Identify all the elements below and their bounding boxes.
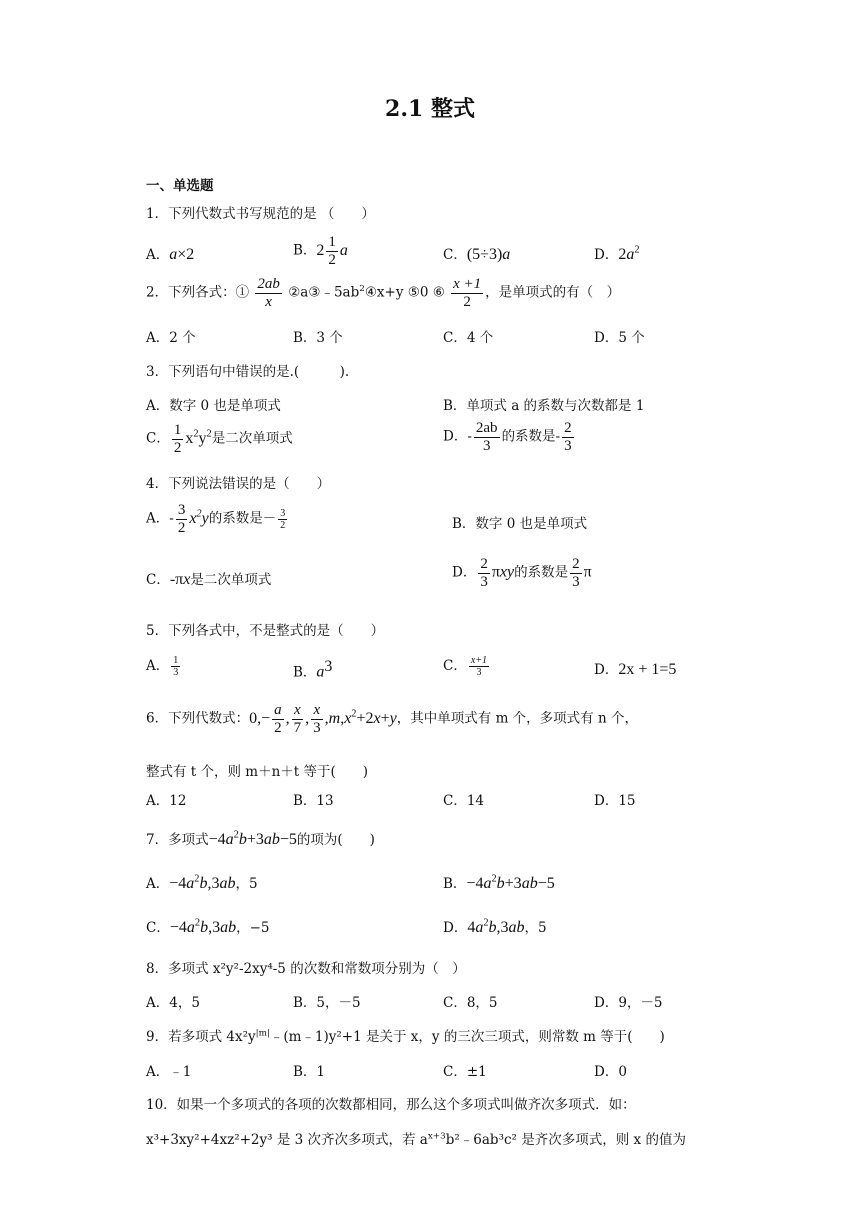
q7-option-a: A．$-4a^2b,3ab$，5 [146,873,258,892]
q2-option-d: D．5 个 [594,330,645,346]
question-1-stem: 1．下列代数式书写规范的是 （ ） [146,206,375,222]
q2-option-a: A．2 个 [146,330,196,346]
q8-option-d: D．9，－5 [594,995,663,1011]
question-6-line2: 整式有 t 个，则 m＋n＋t 等于( ) [146,764,369,780]
q6-option-a: A．12 [146,793,187,809]
q8-option-b: B．5，－5 [293,995,361,1011]
q2-option-b: B．3 个 [293,330,343,346]
q4-option-c: C．-πx是二次单项式 [146,571,272,588]
question-10-line2: x³+3xy²+4xz²+2y³ 是 3 次齐次多项式，若 $a^{x+3}b^2﹣6ab^3c^2$ 是齐次多项式，则 x 的值为 [146,1131,686,1148]
q8-option-c: C．8，5 [443,995,498,1011]
q6-option-b: B．13 [293,793,334,809]
question-8-stem: 8．多项式 x²y²-2xy⁴-5 的次数和常数项分别为（ ） [146,961,466,977]
q3-option-d: D．- $\frac{2ab}{3}$ 的系数是- $\frac{2}{3}$ [443,420,572,454]
question-6-stem: 6．下列代数式：0,− $\frac{a}{2}$ , $\frac{x}{7}$ , $\frac{x}{3}$ $,m,x^2+2x+y$，其中单项式有 m 个，多项式有 n 个， [146,702,638,736]
question-3-stem: 3．下列语句中错误的是.( ). [146,364,350,380]
q7-option-c: C．$-4a^2b,3ab$，−5 [146,917,270,936]
q5-option-b: B．$a^3$ [293,658,333,681]
q9-option-b: B．1 [293,1064,326,1080]
q1-option-b: B．2 $\frac{1}{2}$ a [293,234,348,268]
q7-option-b: B．$-4a^2b+3ab-5$ [443,873,555,892]
q1-option-c: C．(5÷3)a [443,246,511,263]
page-title: 2.1 整式 [385,96,475,122]
section-heading: 一、单选题 [146,178,214,194]
q9-option-a: A．﹣1 [146,1064,192,1080]
q3-option-b: B．单项式 a 的系数与次数都是 1 [443,398,645,414]
q8-option-a: A．4，5 [146,995,200,1011]
q3-option-a: A．数字 0 也是单项式 [146,398,281,414]
question-5-stem: 5．下列各式中，不是整式的是（ ） [146,623,385,639]
q4-option-d: D． $\frac{2}{3}$ πxy的系数是 $\frac{2}{3}$ π [452,556,592,590]
q1-option-d: D．$2a^2$ [594,244,640,263]
q5-option-a: A． $\frac{1}{3}$ [146,655,179,678]
q6-option-c: C．14 [443,793,485,809]
question-7-stem: 7．多项式$-4a^2b+3ab-5$的项为( ) [146,829,375,848]
question-2-stem: 2．下列各式：① $\frac{2ab}{x}$ $②a③﹣5ab^2④x+y$ ⑤0 ⑥ $\frac{x +1}{2}$ ，是单项式的有（ ） [146,276,621,310]
question-10-line1: 10．如果一个多项式的各项的次数都相同，那么这个多项式叫做齐次多项式．如： [146,1097,636,1113]
question-4-stem: 4．下列说法错误的是（ ） [146,476,331,492]
q4-option-b: B．数字 0 也是单项式 [452,516,588,532]
q3-option-c: C． $\frac{1}{2}$ $x^2y^2$是二次单项式 [146,422,293,456]
q9-option-d: D．0 [594,1064,627,1080]
q7-option-d: D．$4a^2b,3ab$，5 [443,917,547,936]
q5-option-c: C． $\frac{x+1}{3}$ [443,655,488,678]
q1-option-a: A．a×2 [146,246,195,263]
q4-option-a: A．- $\frac{3}{2}$ $x^2y$的系数是－ $\frac{3}{2}$ [146,502,286,536]
q6-option-d: D．15 [594,793,636,809]
q2-option-c: C．4 个 [443,330,494,346]
question-9-stem: 9．若多项式 $4x^2y^{|m|}﹣(m﹣1)y^2+1$ 是关于 x，y 的三次三项式，则常数 m 等于( ) [146,1028,665,1045]
q9-option-c: C．±1 [443,1064,487,1080]
q5-option-d: D．2x + 1=5 [594,661,677,678]
